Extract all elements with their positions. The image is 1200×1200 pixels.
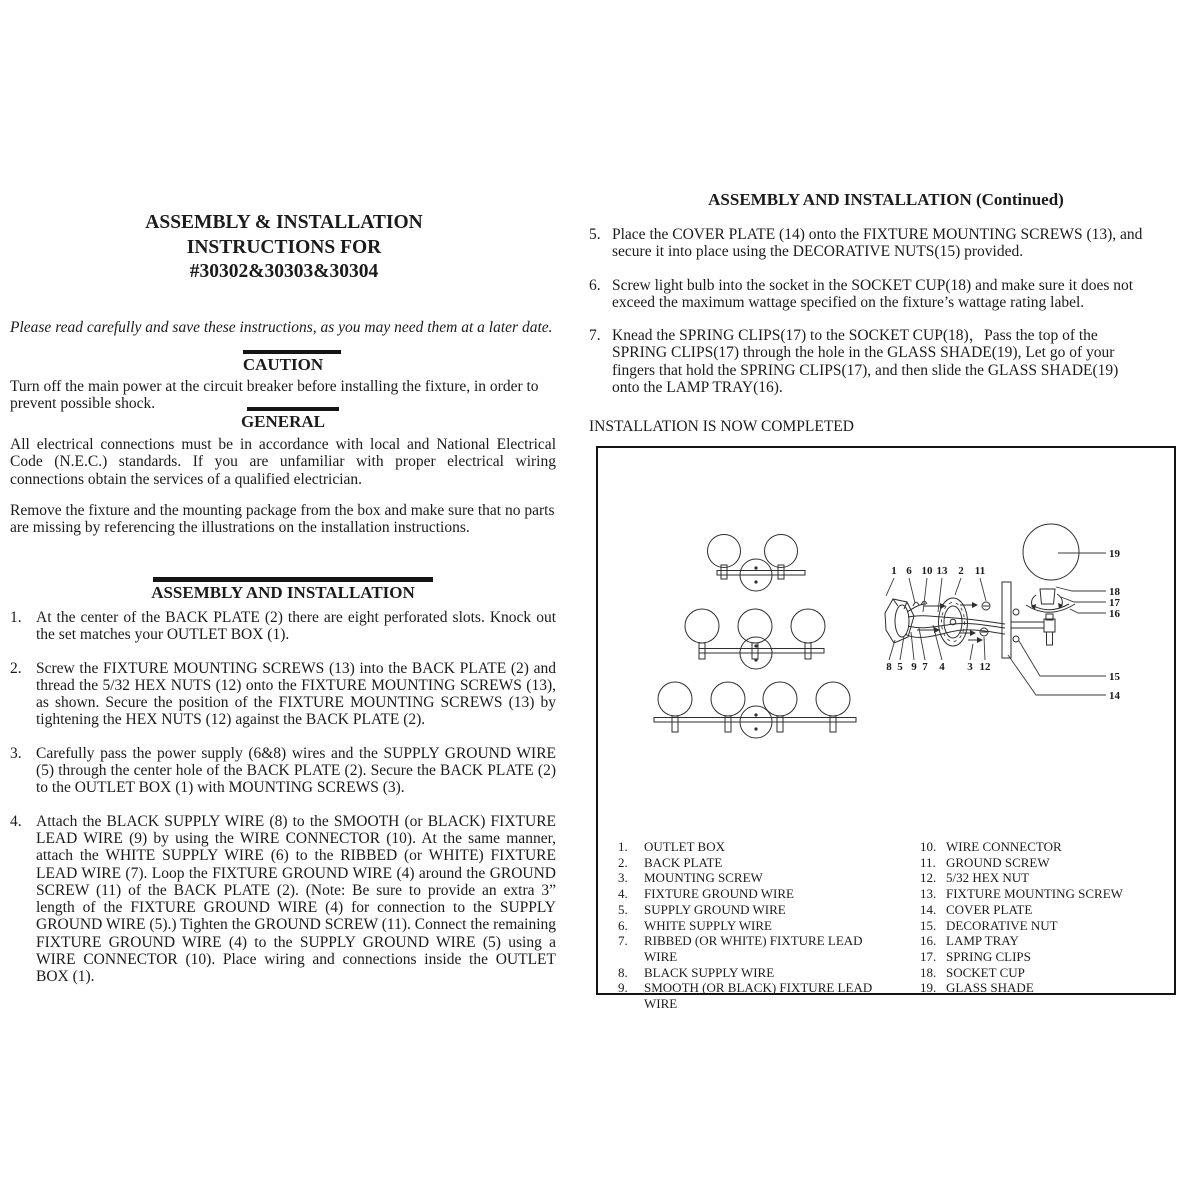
parts-list-item — [920, 980, 1160, 996]
fixture-arm-shape — [1011, 622, 1044, 628]
general-rule — [247, 407, 339, 411]
caution-rule — [243, 350, 341, 354]
part-number: 6. — [618, 917, 628, 933]
instruction-step — [10, 609, 556, 644]
step-text: Attach the BLACK SUPPLY WIRE (8) to the SMOOTH (or BLACK) FIXTURE LEAD WIRE (9) by using the WIRE CONNECTOR (10). At the same manner, attach the WHITE SUPPLY WIRE (6) to the RIBBED (or WHITE) FIXTURE LEAD WIRE (7). Loop the FIXTURE GROUND WIRE (4) around the GROUND SCREW (11) of the BACK PLATE (2). (Note: Be sure to provide an extra 3” length of the FIXTURE GROUND WIRE (4) for connection to the SUPPLY GROUND WIRE (5).) Tighten the GROUND SCREW (11). Connect the remaining FIXTURE GROUND WIRE (4) to the SUPPLY GROUND WIRE (5) using a WIRE CONNECTOR (10). Place wiring and connections inside the OUTLET BOX (1). — [36, 812, 556, 986]
parts-list-item — [920, 918, 1160, 934]
step-number: 1. — [10, 609, 22, 626]
caution-body: Turn off the main power at the circuit breaker before installing the fixture, in order to prevent possible shock. — [10, 378, 539, 413]
part-number: 7. — [618, 933, 628, 949]
step-text: Knead the SPRING CLIPS(17) to the SOCKET CUP(18)，Pass the top of the SPRING CLIPS(17) through the hole in the GLASS SHADE(19), Let go of your fingers that hold the SPRING CLIPS(17), and then slide the GLASS SHADE(19) onto the LAMP TRAY(16). — [612, 327, 1119, 397]
callout-labels — [886, 548, 1120, 702]
glass-globe — [738, 609, 772, 643]
fixture-lead-wire-line — [908, 623, 1005, 628]
callout-5: 5 — [897, 661, 903, 673]
parts-list-item — [618, 839, 898, 855]
assembly-diagram — [598, 448, 1174, 836]
callout-13: 13 — [936, 565, 948, 577]
callout-12: 12 — [979, 661, 991, 673]
two-light-fixture-drawing — [708, 535, 806, 592]
assembly-rule — [153, 577, 433, 582]
part-label: BACK PLATE — [644, 854, 723, 870]
part-number: 19. — [920, 980, 937, 996]
title-line-1: ASSEMBLY & INSTALLATION — [145, 212, 423, 233]
decorative-nut-shape — [1013, 609, 1019, 615]
callout-2: 2 — [958, 565, 964, 577]
intro-note: Please read carefully and save these instructions, as you may need them at a later date. — [10, 319, 553, 336]
glass-globe — [816, 682, 850, 716]
parts-list-item — [618, 965, 898, 981]
glass-globe — [763, 682, 797, 716]
parts-list-item — [920, 886, 1160, 902]
parts-list-left — [618, 839, 898, 1012]
callout-leader-lines — [886, 553, 1106, 695]
four-light-fixture-drawing — [654, 682, 856, 738]
part-number: 4. — [618, 886, 628, 902]
callout-1: 1 — [891, 565, 897, 577]
parts-list-right — [920, 839, 1160, 996]
title-line-3: #30302&30303&30304 — [189, 261, 379, 282]
part-label: WHITE SUPPLY WIRE — [644, 917, 772, 933]
part-label: LAMP TRAY — [946, 933, 1019, 949]
callout-6: 6 — [906, 565, 912, 577]
parts-list-item — [920, 839, 1160, 855]
parts-list-item — [920, 949, 1160, 965]
step-text: At the center of the BACK PLATE (2) there are eight perforated slots. Knock out the set matches your OUTLET BOX (1). — [36, 609, 556, 644]
general-paragraph-2: Remove the fixture and the mounting package from the box and make sure that no parts are missing by referencing the illustrations on the installation instructions. — [10, 502, 555, 537]
parts-list-item — [618, 933, 898, 964]
part-label: GROUND SCREW — [946, 854, 1050, 870]
step-number: 3. — [10, 744, 22, 762]
callout-8: 8 — [886, 661, 892, 673]
part-label: BLACK SUPPLY WIRE — [644, 964, 775, 980]
part-number: 3. — [618, 870, 628, 886]
part-number: 1. — [618, 839, 628, 854]
parts-list-item — [618, 918, 898, 934]
glass-shade-shape — [1023, 524, 1079, 580]
callout-17: 17 — [1109, 597, 1120, 609]
part-number: 14. — [920, 901, 937, 917]
step-number: 5. — [589, 226, 601, 243]
part-label: SPRING CLIPS — [946, 948, 1031, 964]
part-number: 17. — [920, 948, 937, 964]
continued-steps — [589, 226, 1149, 412]
assembly-steps — [10, 609, 556, 1002]
instruction-step — [589, 327, 1149, 396]
glass-globe — [711, 682, 745, 716]
continued-heading: ASSEMBLY AND INSTALLATION (Continued) — [708, 190, 1064, 209]
part-label: FIXTURE GROUND WIRE — [644, 886, 794, 902]
diagram-box — [596, 446, 1176, 1012]
parts-list-item — [920, 965, 1160, 981]
callout-9: 9 — [911, 661, 917, 673]
socket-cup-shape — [1040, 589, 1055, 604]
title-line-2: INSTRUCTIONS FOR — [186, 236, 382, 258]
callout-4: 4 — [939, 661, 945, 673]
exploded-view-drawing — [885, 524, 1079, 658]
callout-18: 18 — [1109, 586, 1120, 598]
parts-list-item — [920, 902, 1160, 918]
glass-globe — [658, 682, 692, 716]
parts-list-item — [618, 886, 898, 902]
part-label: SOCKET CUP — [946, 964, 1025, 980]
parts-list-item — [618, 870, 898, 886]
part-number: 8. — [618, 964, 628, 980]
callout-19: 19 — [1109, 548, 1120, 560]
step-number: 2. — [10, 659, 22, 677]
part-label: MOUNTING SCREW — [644, 870, 763, 886]
callout-3: 3 — [967, 661, 973, 673]
page-title — [10, 211, 558, 285]
callout-11: 11 — [974, 565, 986, 577]
instruction-step — [10, 813, 556, 986]
parts-list-item — [920, 870, 1160, 886]
part-number: 5. — [618, 901, 628, 917]
step-text: Screw light bulb into the socket in the SOCKET CUP(18) and make sure it does not exceed the maximum wattage specified on the fixture’s wattage rating label. — [612, 276, 1134, 311]
part-label: SUPPLY GROUND WIRE — [644, 901, 786, 917]
part-label: SMOOTH (OR BLACK) FIXTURE LEAD WIRE — [644, 980, 873, 1012]
part-number: 10. — [920, 839, 937, 854]
instruction-step — [10, 660, 556, 729]
step-number: 6. — [589, 276, 601, 294]
part-number: 2. — [618, 854, 628, 870]
three-light-fixture-drawing — [685, 609, 825, 669]
callout-14: 14 — [1109, 690, 1120, 702]
parts-list-item — [618, 855, 898, 871]
part-number: 18. — [920, 964, 937, 980]
instruction-step — [10, 745, 556, 797]
part-number: 13. — [920, 886, 937, 902]
part-label: 5/32 HEX NUT — [946, 870, 1030, 886]
part-number: 11. — [920, 854, 936, 870]
parts-list-item — [920, 933, 1160, 949]
assembly-heading: ASSEMBLY AND INSTALLATION — [151, 583, 415, 602]
callout-7: 7 — [922, 661, 928, 673]
step-text: Screw the FIXTURE MOUNTING SCREWS (13) into the BACK PLATE (2) and thread the 5/32 HEX NUTS (12) onto the FIXTURE MOUNTING SCREWS (13), as shown. Secure the position of the FIXTURE MOUNTING SCREWS (13) by tightening the HEX NUTS (12) against the BACK PLATE (2). — [36, 659, 556, 729]
callout-10: 10 — [921, 565, 933, 577]
part-number: 15. — [920, 917, 937, 933]
part-label: RIBBED (OR WHITE) FIXTURE LEAD WIRE — [644, 933, 863, 964]
part-label: OUTLET BOX — [644, 839, 726, 854]
glass-globe — [708, 535, 741, 568]
fixture-lead-wire-line — [908, 616, 1005, 624]
part-label: WIRE CONNECTOR — [946, 839, 1062, 854]
instruction-step — [589, 226, 1149, 261]
callout-15: 15 — [1109, 671, 1120, 683]
step-number: 4. — [10, 812, 22, 830]
cover-plate-shape — [1002, 582, 1011, 658]
part-label: COVER PLATE — [946, 901, 1033, 917]
step-text: Place the COVER PLATE (14) onto the FIXTURE MOUNTING SCREWS (13), and secure it into place using the DECORATIVE NUTS(15) provided. — [612, 226, 1143, 261]
instruction-step — [589, 277, 1149, 312]
glass-globe — [685, 609, 719, 643]
part-label: GLASS SHADE — [946, 980, 1034, 996]
installation-completed-note: INSTALLATION IS NOW COMPLETED — [589, 418, 854, 435]
part-number: 9. — [618, 980, 628, 996]
decorative-nut-shape — [1013, 636, 1019, 642]
parts-list-item — [618, 902, 898, 918]
step-number: 7. — [589, 327, 601, 345]
part-number: 16. — [920, 933, 937, 949]
general-heading: GENERAL — [240, 412, 326, 431]
part-label: DECORATIVE NUT — [946, 917, 1058, 933]
parts-list-item — [618, 980, 898, 1011]
glass-globe — [791, 609, 825, 643]
glass-globe — [765, 535, 798, 568]
part-number: 12. — [920, 870, 937, 886]
step-text: Carefully pass the power supply (6&8) wires and the SUPPLY GROUND WIRE (5) through the center hole of the BACK PLATE (2). Secure the BACK PLATE (2) to the OUTLET BOX (1) with MOUNTING SCREWS (3). — [36, 744, 556, 797]
part-label: FIXTURE MOUNTING SCREW — [946, 886, 1123, 902]
parts-list-item — [920, 855, 1160, 871]
callout-16: 16 — [1109, 608, 1120, 620]
caution-heading: CAUTION — [242, 355, 324, 374]
general-paragraph-1: All electrical connections must be in accordance with local and National Electrical Code (N.E.C.) standards. If you are unfamiliar with proper electrical wiring connections obtain the services of a qualified electrician. — [10, 436, 556, 488]
